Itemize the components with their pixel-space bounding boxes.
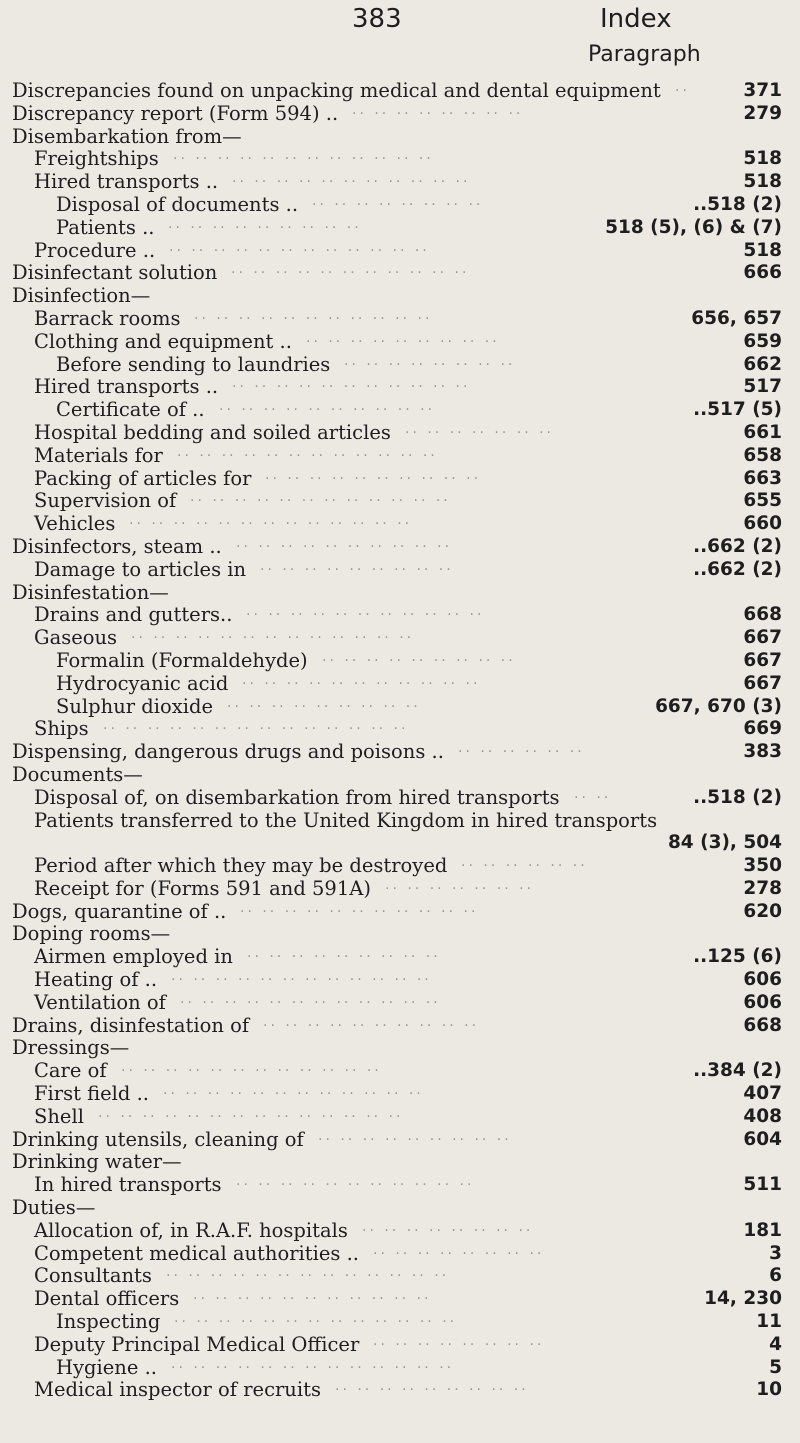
entry-paragraph-ref: ..518 (2) <box>693 193 782 215</box>
entry-paragraph-ref: 660 <box>743 513 782 535</box>
leader-dots: ·· ·· ·· ·· ·· ·· ·· ·· ·· ·· ·· ·· ·· ·· <box>98 1108 404 1125</box>
leader-dots: ·· ·· ·· ·· ·· ·· ·· ·· <box>312 196 484 213</box>
entry-paragraph-ref: 408 <box>743 1105 782 1127</box>
leader-dots: ·· ·· ·· ·· ·· ·· ·· ·· ·· ·· ·· <box>232 174 471 191</box>
entry-paragraph-ref: 604 <box>743 1128 782 1150</box>
entry-paragraph-ref: 6 <box>769 1265 782 1287</box>
entry-paragraph-ref: 518 (5), (6) & (7) <box>605 216 782 238</box>
index-entry <box>12 673 782 696</box>
index-entry <box>12 285 782 308</box>
entry-paragraph-ref: 4 <box>769 1333 782 1355</box>
entry-text: Disposal of documents .. <box>56 192 299 216</box>
entry-text: Discrepancy report (Form 594) .. <box>12 101 339 125</box>
leader-dots: ·· ·· ·· ·· ·· ·· ·· ·· ·· <box>227 698 421 715</box>
entry-paragraph-ref: ..518 (2) <box>693 786 782 808</box>
entry-paragraph-ref: 668 <box>743 1014 782 1036</box>
entry-paragraph-ref: 511 <box>743 1174 782 1196</box>
entry-paragraph-ref: ..517 (5) <box>693 399 782 421</box>
entry-text: Duties— <box>12 1196 96 1220</box>
entry-paragraph-ref: 278 <box>743 877 782 899</box>
entry-text: Discrepancies found on unpacking medical and dental equipment <box>12 79 661 102</box>
entry-paragraph-ref: 84 (3), 504 <box>667 832 782 854</box>
entry-text: Packing of articles for <box>34 466 252 490</box>
entry-paragraph-ref: 11 <box>756 1311 782 1333</box>
index-entry <box>12 1311 782 1334</box>
index-title: Index <box>600 4 672 34</box>
leader-dots: ·· ·· ·· ·· ·· ·· ·· ·· ·· ·· ·· <box>193 1291 432 1308</box>
leader-dots: ·· ·· ·· ·· ·· ·· ·· ·· ·· ·· ·· <box>231 265 470 282</box>
index-entry <box>12 787 782 810</box>
index-entry <box>12 536 782 559</box>
entry-text: Consultants <box>34 1264 152 1288</box>
index-entry <box>12 992 782 1015</box>
index-entry <box>12 969 782 992</box>
index-entry <box>12 194 782 217</box>
entry-text: Receipt for (Forms 591 and 591A) <box>34 876 371 900</box>
index-entry <box>12 308 782 331</box>
index-entry <box>12 1129 782 1152</box>
index-entry <box>12 1357 782 1380</box>
index-entry <box>12 468 782 491</box>
entry-paragraph-ref: 181 <box>743 1219 782 1241</box>
entry-paragraph-ref: ..384 (2) <box>693 1060 782 1082</box>
entry-text: Disinfectors, steam .. <box>12 534 222 558</box>
leader-dots: ·· ·· ·· ·· ·· ·· ·· ·· ·· ·· ·· ·· <box>173 151 434 168</box>
entry-text: Hired transports .. <box>34 170 219 194</box>
leader-dots: ·· ·· ·· ·· ·· ·· ·· ·· ·· <box>322 652 516 669</box>
index-entry <box>12 855 782 878</box>
entry-text: First field .. <box>34 1082 149 1106</box>
entry-text: Doping rooms— <box>12 922 171 946</box>
leader-dots: ·· ·· ·· ·· ·· ·· ·· ·· ·· ·· <box>236 538 453 555</box>
leader-dots: ·· ·· ·· ·· ·· ·· ·· ·· <box>344 356 516 373</box>
entry-text: Competent medical authorities .. <box>34 1241 359 1265</box>
entry-text: Hired transports .. <box>34 375 219 399</box>
entry-text: Certificate of .. <box>56 398 205 422</box>
entry-text: Ships <box>34 717 89 741</box>
entry-text: Period after which they may be destroyed <box>34 854 448 878</box>
index-entry <box>12 103 782 126</box>
entry-paragraph-ref: 659 <box>743 330 782 352</box>
entry-text: Inspecting <box>56 1310 161 1334</box>
index-entry <box>12 1220 782 1243</box>
entry-paragraph-ref: ..125 (6) <box>693 946 782 968</box>
leader-dots: ·· ·· ·· ·· ·· ·· ·· ·· <box>373 1245 545 1262</box>
paragraph-column-label: Paragraph <box>588 42 701 67</box>
index-entry <box>12 1379 782 1402</box>
index-entry <box>12 1037 782 1060</box>
entry-paragraph-ref: 10 <box>756 1379 782 1401</box>
index-entry <box>12 1083 782 1106</box>
leader-dots: ·· ·· ·· ·· ·· ·· ·· ·· <box>352 105 524 122</box>
entry-text: Formalin (Formaldehyde) <box>56 648 308 672</box>
index-entry <box>12 240 782 263</box>
leader-dots: ·· ·· ·· ·· ·· ·· ·· ·· ·· ·· ·· ·· <box>190 493 451 510</box>
index-entry <box>12 262 782 285</box>
entry-text: Drinking utensils, cleaning of <box>12 1127 304 1151</box>
entry-text: Clothing and equipment .. <box>34 329 292 353</box>
entry-paragraph-ref: 658 <box>743 444 782 466</box>
entry-text: Allocation of, in R.A.F. hospitals <box>34 1218 348 1242</box>
entry-paragraph-ref: 668 <box>743 604 782 626</box>
leader-dots: ·· ·· ·· ·· ·· ·· ·· ·· ·· ·· ·· <box>240 903 479 920</box>
leader-dots: ·· ·· ·· ·· ·· ·· ·· ·· ·· ·· ·· ·· <box>169 242 430 259</box>
entry-paragraph-ref: 667 <box>743 672 782 694</box>
entry-paragraph-ref: 407 <box>743 1083 782 1105</box>
entry-paragraph-ref: 14, 230 <box>704 1288 782 1310</box>
entry-text: Gaseous <box>34 626 118 650</box>
entry-text: Dressings— <box>12 1036 130 1060</box>
entry-paragraph-ref: 518 <box>743 148 782 170</box>
leader-dots: ·· ·· ·· ·· ·· ·· ·· ·· ·· ·· ·· ·· <box>180 994 441 1011</box>
index-entry <box>12 604 782 627</box>
entry-text: Medical inspector of recruits <box>34 1378 321 1402</box>
entry-paragraph-ref: 518 <box>743 239 782 261</box>
leader-dots: ·· ·· ·· ·· ·· ·· ·· ·· ·· <box>335 1382 529 1399</box>
entry-paragraph-ref: 667 <box>743 627 782 649</box>
entry-text: Supervision of <box>34 489 177 513</box>
entry-text: Shell <box>34 1104 84 1128</box>
leader-dots: ·· ·· ·· ·· ·· ·· ·· ·· ·· ·· ·· ·· <box>177 447 438 464</box>
entry-paragraph-ref: 667 <box>743 649 782 671</box>
entry-paragraph-ref: 661 <box>743 421 782 443</box>
index-entry <box>12 696 782 719</box>
entry-paragraph-ref: 662 <box>743 353 782 375</box>
entry-text: Documents— <box>12 762 143 786</box>
entry-paragraph-ref: 606 <box>743 991 782 1013</box>
leader-dots: ·· ·· ·· ·· ·· ·· ·· ·· ·· <box>247 949 441 966</box>
entry-text: Airmen employed in <box>34 945 233 969</box>
entry-paragraph-ref: 655 <box>743 490 782 512</box>
entry-text: Dogs, quarantine of .. <box>12 899 227 923</box>
leader-dots: ·· ·· ·· ·· ·· ·· <box>458 744 585 761</box>
index-entry <box>12 445 782 468</box>
index-entry <box>12 764 782 787</box>
entry-text: Disinfestation— <box>12 580 169 604</box>
index-entry <box>12 1243 782 1266</box>
leader-dots: ·· ·· ·· ·· ·· ·· ·· <box>385 880 535 897</box>
leader-dots: ·· ·· ·· ·· ·· ·· ·· ·· ·· ·· ·· ·· <box>163 1086 424 1103</box>
index-entry <box>12 1060 782 1083</box>
entry-text: Dental officers <box>34 1287 180 1311</box>
leader-dots: ·· ·· ·· ·· ·· ·· ·· ·· ·· <box>168 219 362 236</box>
entry-paragraph-ref: 669 <box>743 718 782 740</box>
entry-paragraph-ref: 3 <box>769 1242 782 1264</box>
leader-dots: ·· ·· ·· ·· ·· ·· ·· ·· <box>373 1336 545 1353</box>
index-entry <box>12 80 782 103</box>
index-entry <box>12 171 782 194</box>
entry-text: Drinking water— <box>12 1150 182 1174</box>
index-entry <box>12 126 782 149</box>
entry-text: Procedure .. <box>34 238 156 262</box>
entry-paragraph-ref: 663 <box>743 467 782 489</box>
entry-paragraph-ref: 656, 657 <box>691 307 782 329</box>
leader-dots: ·· ·· ·· ·· ·· ·· ·· ·· ·· ·· ·· ·· ·· <box>166 1268 450 1285</box>
entry-text: Heating of .. <box>34 968 158 992</box>
index-entry <box>12 148 782 171</box>
leader-dots: ·· ·· ·· ·· ·· ·· ·· ·· <box>362 1222 534 1239</box>
leader-dots: ·· ·· ·· ·· ·· ·· ·· <box>405 424 555 441</box>
leader-dots: ·· ·· ·· ·· ·· ·· ·· ·· ·· ·· ·· <box>232 379 471 396</box>
page-number: 383 <box>352 4 402 34</box>
leader-dots: ·· ·· ·· ·· ·· ·· ·· ·· ·· ·· ·· ·· <box>121 1063 382 1080</box>
entry-paragraph-ref: 279 <box>743 102 782 124</box>
leader-dots: ·· ·· ·· ·· ·· ·· ·· ·· ·· ·· ·· ·· ·· ·· <box>103 721 409 738</box>
index-entry <box>12 582 782 605</box>
leader-dots: ·· ·· <box>574 789 612 806</box>
entry-text: Before sending to laundries <box>56 352 331 376</box>
index-entry <box>12 650 782 673</box>
entry-paragraph-ref: 350 <box>743 855 782 877</box>
index-entry <box>12 490 782 513</box>
entry-text: Drains, disinfestation of <box>12 1013 250 1037</box>
entry-text: Disinfection— <box>12 284 151 308</box>
index-entry <box>12 1334 782 1357</box>
entry-paragraph-ref: 371 <box>743 80 782 101</box>
index-entry <box>12 832 782 855</box>
index-entry <box>12 810 782 833</box>
entry-text: Disembarkation from— <box>12 124 242 148</box>
entry-text: Materials for <box>34 443 163 467</box>
entry-paragraph-ref: 606 <box>743 969 782 991</box>
entry-text: Freightships <box>34 147 159 171</box>
leader-dots: ·· ·· ·· ·· ·· ·· ·· ·· ·· ·· ·· ·· <box>171 972 432 989</box>
index-entry <box>12 1151 782 1174</box>
entry-text: Hygiene .. <box>56 1355 157 1379</box>
index-entry <box>12 559 782 582</box>
entry-text: Sulphur dioxide <box>56 694 213 718</box>
index-entry <box>12 627 782 650</box>
leader-dots: ·· ·· ·· ·· ·· ·· ·· ·· ·· ·· ·· <box>236 1177 475 1194</box>
entry-text: Barrack rooms <box>34 306 181 330</box>
index-entries <box>12 80 782 1402</box>
entry-text: Hydrocyanic acid <box>56 671 229 695</box>
entry-text: Drains and gutters.. <box>34 603 233 627</box>
index-entry <box>12 1265 782 1288</box>
leader-dots: ·· ·· ·· ·· ·· ·· ·· ·· ·· ·· <box>265 470 482 487</box>
leader-dots: ·· ·· ·· ·· ·· ·· ·· ·· ·· ·· ·· ·· ·· <box>129 516 413 533</box>
index-entry <box>12 354 782 377</box>
leader-dots: ·· ·· ·· ·· ·· ·· ·· ·· ·· ·· ·· <box>242 675 481 692</box>
entry-text: Dispensing, dangerous drugs and poisons .. <box>12 740 444 764</box>
index-entry <box>12 331 782 354</box>
entry-text: Damage to articles in <box>34 557 247 581</box>
index-entry <box>12 1015 782 1038</box>
leader-dots: ·· ·· ·· ·· ·· ·· ·· ·· ·· ·· <box>219 402 436 419</box>
index-entry <box>12 376 782 399</box>
entry-text: Deputy Principal Medical Officer <box>34 1332 360 1356</box>
entry-text: Ventilation of <box>34 990 166 1014</box>
entry-paragraph-ref: 517 <box>743 376 782 398</box>
leader-dots: ·· ·· ·· ·· ·· ·· ·· ·· ·· <box>306 333 500 350</box>
leader-dots: ·· ·· ·· ·· ·· ·· ·· ·· ·· ·· ·· <box>246 607 485 624</box>
entry-text: Hospital bedding and soiled articles <box>34 420 391 444</box>
entry-text: Disinfectant solution <box>12 261 218 285</box>
leader-dots: ·· <box>675 83 690 99</box>
entry-paragraph-ref: 667, 670 (3) <box>655 695 782 717</box>
entry-paragraph-ref: 518 <box>743 171 782 193</box>
index-entry <box>12 422 782 445</box>
entry-text: In hired transports <box>34 1173 222 1197</box>
index-entry <box>12 923 782 946</box>
leader-dots: ·· ·· ·· ·· ·· ·· ·· ·· ·· ·· ·· ·· ·· <box>171 1359 455 1376</box>
entry-paragraph-ref: ..662 (2) <box>693 558 782 580</box>
index-entry <box>12 878 782 901</box>
entry-text: Disposal of, on disembarkation from hired transports <box>34 785 560 809</box>
entry-text: Patients transferred to the United Kingdom in hired transports <box>34 808 658 832</box>
index-entry <box>12 399 782 422</box>
leader-dots: ·· ·· ·· ·· ·· ·· ·· ·· ·· <box>318 1131 512 1148</box>
leader-dots: ·· ·· ·· ·· ·· ·· ·· ·· ·· ·· ·· ·· ·· <box>174 1314 458 1331</box>
leader-dots: ·· ·· ·· ·· ·· ·· ·· ·· ·· ·· ·· ·· ·· <box>131 630 415 647</box>
leader-dots: ·· ·· ·· ·· ·· ·· ·· ·· ·· ·· ·· <box>194 310 433 327</box>
index-entry <box>12 718 782 741</box>
index-entry <box>12 1197 782 1220</box>
index-entry <box>12 901 782 924</box>
index-entry <box>12 1174 782 1197</box>
entry-paragraph-ref: 620 <box>743 900 782 922</box>
index-entry <box>12 513 782 536</box>
index-entry <box>12 217 782 240</box>
leader-dots: ·· ·· ·· ·· ·· ·· ·· ·· ·· <box>260 561 454 578</box>
entry-text: Patients .. <box>56 215 155 239</box>
entry-paragraph-ref: 5 <box>769 1356 782 1378</box>
entry-text: Care of <box>34 1059 107 1083</box>
leader-dots: ·· ·· ·· ·· ·· ·· ·· ·· ·· ·· <box>263 1017 480 1034</box>
entry-paragraph-ref: ..662 (2) <box>693 535 782 557</box>
entry-paragraph-ref: 666 <box>743 262 782 284</box>
index-entry <box>12 1288 782 1311</box>
index-entry <box>12 946 782 969</box>
entry-paragraph-ref: 383 <box>743 741 782 763</box>
index-entry <box>12 741 782 764</box>
leader-dots: ·· ·· ·· ·· ·· ·· <box>461 858 588 875</box>
index-entry <box>12 1106 782 1129</box>
entry-text: Vehicles <box>34 512 116 536</box>
